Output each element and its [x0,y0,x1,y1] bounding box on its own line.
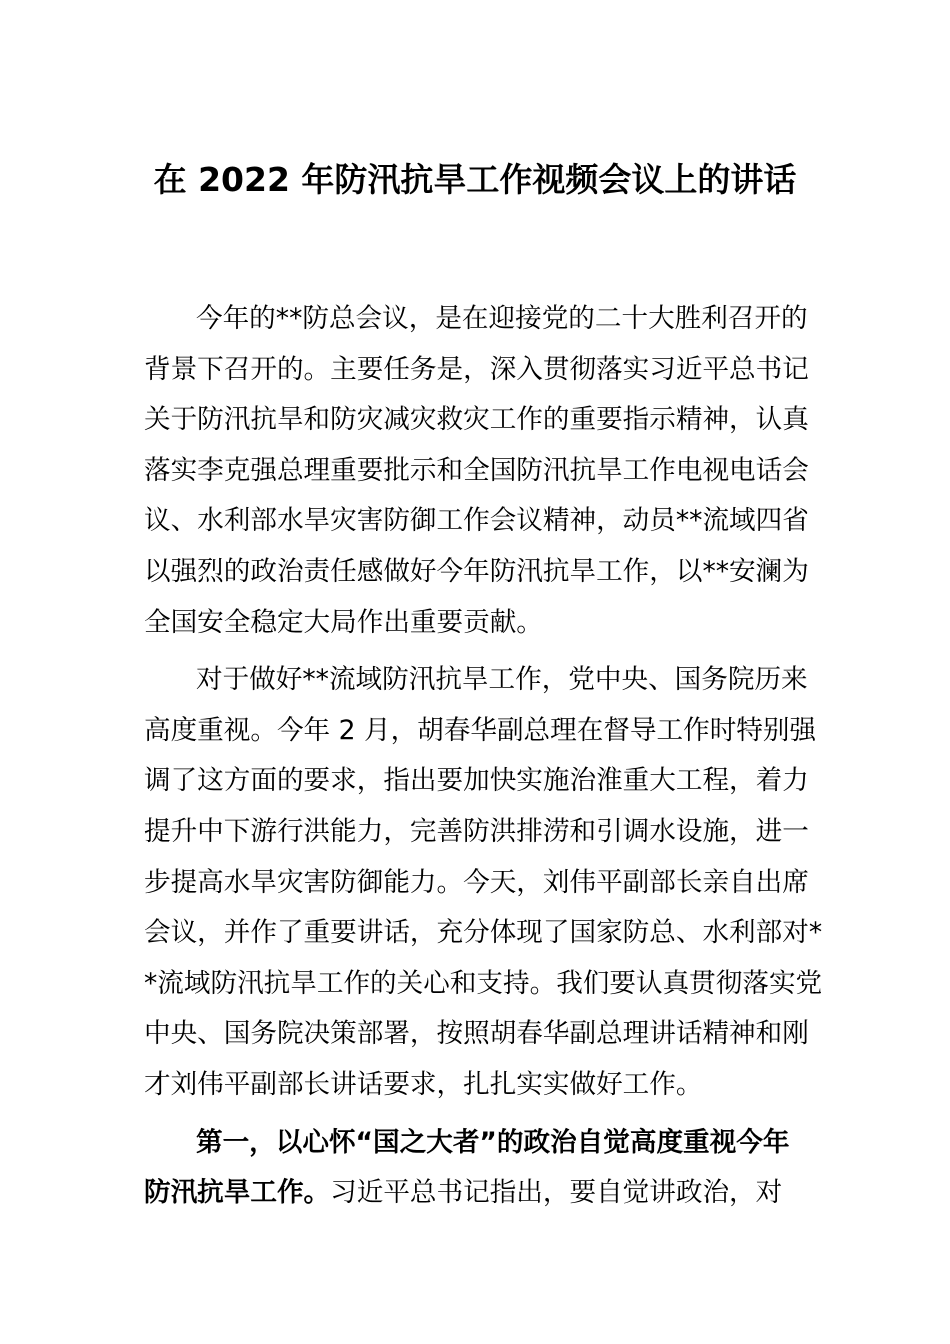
text-line: 调了这方面的要求，指出要加快实施治淮重大工程，着力 [144,765,809,797]
section-heading-end: 防汛抗旱工作。 [144,1177,331,1209]
text-line: 中央、国务院决策部署，按照胡春华副总理讲话精神和刚 [144,1018,809,1050]
paragraph-2 [144,655,823,1110]
document-body [144,294,823,1219]
text-line: 提升中下游行洪能力，完善防洪排涝和引调水设施，进一 [144,815,809,847]
document-title: 在 2022 年防汛抗旱工作视频会议上的讲话 [153,160,797,199]
text-line: 议、水利部水旱灾害防御工作会议精神，动员**流域四省 [144,505,809,537]
paragraph-1 [144,294,808,648]
text-line: 以强烈的政治责任感做好今年防汛抗旱工作，以**安澜为 [144,555,809,587]
text-line: 会议，并作了重要讲话，充分体现了国家防总、水利部对* [144,917,823,949]
text-line: 今年的**防总会议，是在迎接党的二十大胜利召开的 [196,303,808,334]
text-line: 全国安全稳定大局作出重要贡献。 [144,606,543,638]
text-line: 落实李克强总理重要批示和全国防汛抗旱工作电视电话会 [144,454,809,486]
text-line: 背景下召开的。主要任务是，深入贯彻落实习近平总书记 [144,353,809,385]
text-line: 才刘伟平副部长讲话要求，扎扎实实做好工作。 [144,1068,703,1100]
text-line: 对于做好**流域防汛抗旱工作，党中央、国务院历来 [196,664,808,696]
text-line: 关于防汛抗旱和防灾减灾救灾工作的重要指示精神，认真 [144,404,809,436]
text-line: 步提高水旱灾害防御能力。今天，刘伟平副部长亲自出席 [144,866,809,898]
text-line: 高度重视。今年 2 月，胡春华副总理在督导工作时特别强 [144,714,817,746]
section-heading: 第一，以心怀“国之大者”的政治自觉高度重视今年 [196,1126,790,1158]
paragraph-3 [144,1118,808,1219]
text-line [144,1168,808,1219]
text-line: *流域防汛抗旱工作的关心和支持。我们要认真贯彻落实党 [144,967,823,999]
text-run: 习近平总书记指出，要自觉讲政治，对 [330,1177,783,1209]
